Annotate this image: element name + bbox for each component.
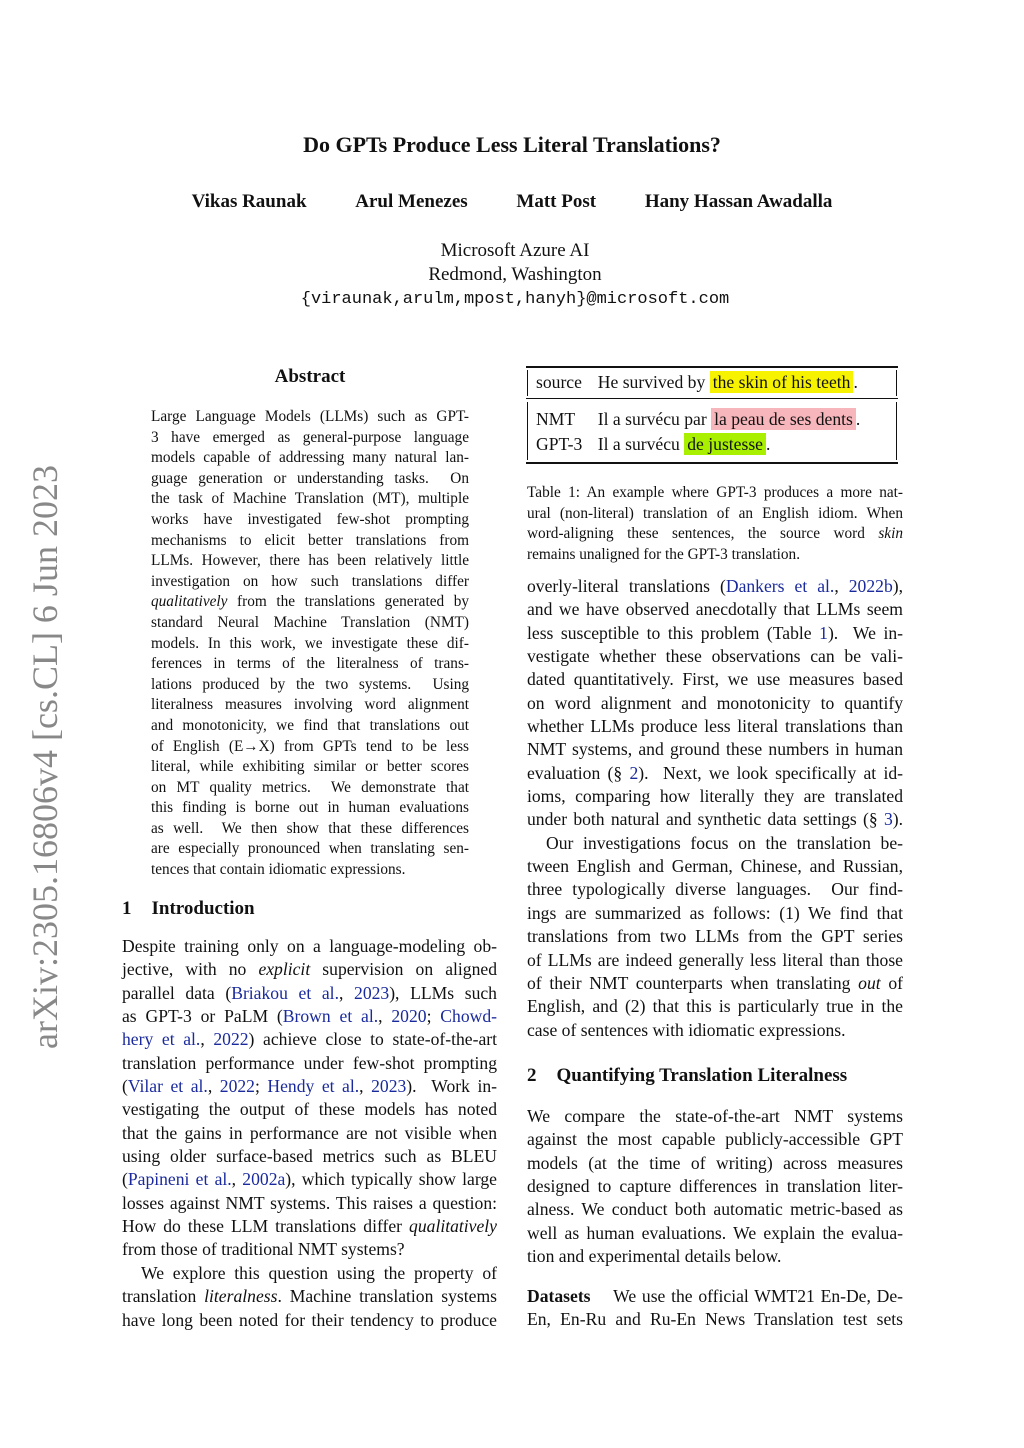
row-label: GPT-3 [536,433,583,454]
text-segment: of their NMT counterparts when translating [527,972,859,993]
text-line [527,483,903,504]
text-line [122,1285,497,1308]
citation-link[interactable]: 1 [819,622,828,643]
text-segment: Large Language Models (LLMs) such as GPT- [151,408,469,425]
text-segment: Table 1: An example where GPT-3 produces a more nat- [527,484,903,501]
table-row [526,366,898,398]
example-table [526,366,898,458]
text-segment: NMT systems, and ground these numbers in human [527,739,903,760]
text-segment: ings are summarized as follows: (1) We find that [527,902,903,923]
section-title: Introduction [151,898,255,919]
right-column-body [527,575,903,1042]
text-segment: Our investigations focus on the translation be- [546,832,903,853]
text-segment: alness. We conduct both automatic metric-based as [527,1199,903,1220]
text-segment: , [359,1076,372,1097]
text-segment: investigation on how such translations differ [151,572,469,590]
text-line [151,757,469,778]
text-line [122,1309,497,1332]
text-segment: parallel data ( [122,982,232,1003]
text-segment: vestigating the output of these models has noted [122,1099,497,1120]
text-segment: ). [892,809,903,830]
text-segment: on MT quality metrics. We demonstrate that [151,778,469,796]
text-line [527,1308,903,1331]
highlighted-phrase: the skin of his teeth [710,371,854,393]
section-number: 1 [122,898,132,919]
text-segment: standard Neural Machine Translation (NMT) [151,613,469,631]
text-segment: word-aligning these sentences, the source word [527,525,879,542]
text-line [527,1285,903,1308]
text-segment: out [858,972,881,993]
citation-link[interactable]: 2023 [354,982,390,1003]
citation-link[interactable]: Briakou et al. [231,982,339,1003]
text-line [527,995,903,1018]
citation-link[interactable]: hery et al. [122,1029,201,1050]
text-segment: from those of traditional NMT systems? [122,1239,405,1260]
author-list [0,191,1024,213]
text-segment: literalness measures involving word alignment [151,696,469,714]
table-row [526,430,898,458]
citation-link[interactable]: Brown et al. [282,1006,379,1027]
text-segment: models capable of addressing many natural lan- [151,449,469,467]
text-segment: dated quantitatively. First, we use measures based [527,669,903,690]
text-segment: three typologically diverse languages. Our find- [527,879,903,900]
text-segment: tences that contain idiomatic expressions. [151,861,406,879]
text-line [151,510,469,531]
text-line [527,545,903,566]
text-line [122,1262,497,1285]
text-line [151,716,469,737]
citation-link[interactable]: Vilar et al. [127,1076,208,1097]
text-segment: Datasets [527,1286,591,1306]
introduction-body [122,935,497,1332]
text-segment: lations produced by the two systems. Using [151,675,469,693]
text-line [122,1192,497,1215]
text-line [527,808,903,831]
text-line [151,572,469,593]
text-line [122,1238,497,1261]
section-title: Quantifying Translation Literalness [556,1065,848,1086]
text-segment: whether LLMs produce less literal translations than [527,716,903,737]
text-segment: . Machine translation systems [277,1286,497,1307]
row-text: Il a survécu [597,433,685,454]
text-segment: How do these LLM translations differ [122,1216,410,1237]
table-caption [527,483,903,565]
text-segment: We compare the state-of-the-art NMT systems [527,1106,903,1126]
text-segment: Despite training only on a language-modeling ob- [122,936,497,956]
text-segment: have long been noted for their tendency to produce [122,1309,497,1330]
text-segment: English, and (2) that this is particularly true in the [527,996,903,1017]
text-segment: , [200,1029,214,1050]
text-segment: 3 have emerged as general-purpose language [151,428,469,446]
text-segment: against the most capable publicly-accessible GPT [527,1129,903,1150]
text-line [122,1005,497,1028]
text-segment: translations from two LLMs from the GPT series [527,926,903,947]
table-bottom-rule [526,462,898,464]
text-segment: ), LLMs such [389,982,497,1003]
text-line [122,1075,497,1098]
text-segment: models (at the time of writing) across measures [527,1152,903,1173]
text-line [527,1198,903,1221]
text-line [527,524,903,545]
text-segment: mechanisms to elicit better translations from [151,531,469,549]
text-line [527,1105,903,1128]
text-line [151,428,469,449]
highlighted-phrase: la peau de ses dents [711,408,856,430]
text-segment: ). We in- [827,622,904,643]
text-line [527,668,903,691]
text-line [527,925,903,948]
arxiv-identifier: arXiv:2305.16806v4 [cs.CL] 6 Jun 2023 [25,465,65,1049]
citation-link[interactable]: 2023 [371,1076,407,1097]
row-end: . [855,409,861,429]
row-label: NMT [536,409,576,429]
text-line [527,738,903,761]
affiliation-location: Redmond, Washington [428,264,602,285]
text-segment: works have investigated few-shot prompting [151,510,469,528]
row-text: He survived by [597,371,710,392]
citation-link[interactable]: 3 [883,809,893,830]
text-segment: supervision on aligned [310,959,497,980]
abstract-heading: Abstract [274,366,346,387]
text-segment: ( [122,1169,128,1190]
text-segment: literalness [204,1286,278,1307]
author-emails: {viraunak,arulm,mpost,hanyh}@microsoft.com [300,290,730,309]
text-segment: guage generation or understanding tasks. On [151,469,469,487]
text-line [151,860,469,881]
citation-link[interactable]: Papineni et al. [127,1169,232,1190]
text-segment: evaluation (§ [527,762,630,783]
text-segment: case of sentences with idiomatic expressions. [527,1019,846,1040]
text-line [151,469,469,490]
text-line [151,695,469,716]
text-line [527,972,903,995]
text-line [122,1168,497,1191]
author: Arul Menezes [355,191,468,212]
text-segment: well as human evaluations. We explain the evalua- [527,1222,903,1243]
text-line [151,448,469,469]
text-segment: En, En-Ru and Ru-En News Translation test sets [527,1309,903,1330]
text-segment: ) achieve close to state-of-the-art [248,1029,498,1050]
citation-link[interactable]: 2022b [848,576,893,596]
text-line [527,645,903,668]
text-segment: , [834,576,849,596]
text-segment: are especially pronounced when translating sen- [151,840,469,858]
highlighted-phrase: de justesse [684,433,766,455]
text-segment: from the translations generated by [227,593,469,611]
text-line [151,551,469,572]
section-1-heading [122,898,255,920]
text-segment: We explore this question using the property of [141,1262,497,1283]
text-segment: , [231,1169,243,1190]
citation-link[interactable]: Hendy et al. [267,1076,360,1097]
citation-link[interactable]: Chowd- [440,1006,497,1027]
text-line [151,798,469,819]
author: Matt Post [516,191,597,212]
text-segment: vestigate whether these observations can be vali- [527,646,903,667]
text-line [527,1019,903,1042]
text-segment: the task of Machine Translation (MT), multiple [151,490,469,508]
text-segment: We use the official WMT21 En-De, De- [590,1286,903,1306]
datasets-paragraph [527,1285,903,1332]
text-segment: ), which typically show large [285,1169,497,1190]
text-line [122,1145,497,1168]
text-segment: this finding is borne out in human evaluations [151,799,469,817]
text-line [527,1175,903,1198]
citation-link[interactable]: 2 [629,762,639,783]
text-line [122,982,497,1005]
text-line [527,1152,903,1175]
text-line [527,504,903,525]
text-line [527,878,903,901]
text-line [527,692,903,715]
text-segment: that the gains in performance are not visible when [122,1122,497,1143]
text-line [527,762,903,785]
citation-link[interactable]: 2022 [213,1029,249,1050]
text-line [151,737,469,758]
text-segment: , [378,1006,392,1027]
text-line [151,531,469,552]
text-line [527,622,903,645]
text-line [151,407,469,428]
text-segment: ; [426,1006,441,1027]
text-line [527,1222,903,1245]
text-segment: of [880,972,903,993]
text-line [151,839,469,860]
section-number: 2 [527,1065,537,1086]
text-line [527,855,903,878]
text-line [122,1052,497,1075]
row-label: source [536,371,582,392]
paper-title: Do GPTs Produce Less Literal Translations? [303,132,721,157]
text-line [122,1215,497,1238]
text-line [151,489,469,510]
text-segment: ), [892,576,903,596]
text-segment: ). Next, we look specifically at id- [638,762,903,783]
text-line [527,949,903,972]
text-segment: under both natural and synthetic data settings (§ [527,809,884,830]
text-segment: designed to capture differences in translation liter- [527,1176,903,1197]
text-segment: remains unaligned for the GPT-3 translation. [527,545,801,563]
row-end: . [766,433,771,454]
text-segment: , [207,1076,220,1097]
text-segment: qualitatively [151,593,228,611]
text-segment: ; [254,1076,268,1097]
author: Vikas Raunak [191,191,307,212]
text-line [151,613,469,634]
text-line [151,819,469,840]
text-line [151,592,469,613]
table-row [526,398,898,430]
text-line [151,654,469,675]
text-segment: literal, while exhibiting similar or better scores [151,758,469,776]
text-line [122,1122,497,1145]
text-segment: explicit [258,959,311,980]
text-segment: as GPT-3 or PaLM ( [122,1006,283,1027]
text-segment: models. In this work, we investigate these dif- [151,634,469,652]
text-segment: on word alignment and monotonicity to quantify [527,692,903,713]
text-segment: qualitatively [409,1216,497,1237]
text-segment: using older surface-based metrics such as BLEU [122,1146,497,1167]
text-segment: as well. We then show that these differences [151,819,469,837]
row-text: Il a survécu par [597,409,712,429]
text-line [122,958,497,981]
text-line [527,1128,903,1151]
citation-link[interactable]: Dankers et al. [725,576,835,596]
text-line [527,1245,903,1268]
text-segment: ). Work in- [406,1076,498,1097]
text-segment: less susceptible to this problem (Table [527,622,820,643]
text-segment: of LLMs are indeed generally less literal than those [527,949,903,970]
text-line [527,715,903,738]
text-line [122,935,497,958]
text-segment: tween English and German, Chinese, and Russian, [527,856,903,877]
text-segment: ( [122,1076,128,1097]
text-segment: translation performance under few-shot prompting [122,1052,497,1073]
text-segment: and we have observed anecdotally that LLMs seem [527,599,903,620]
text-line [151,675,469,696]
text-segment: tion and experimental details below. [527,1246,782,1267]
text-segment: translation [122,1286,205,1307]
section-2-body [527,1105,903,1268]
affiliation-org: Microsoft Azure AI [440,240,590,261]
text-segment: losses against NMT systems. This raises a question: [122,1192,497,1213]
text-segment: ferences in terms of the literalness of trans- [151,655,469,673]
text-line [527,785,903,808]
text-segment: jective, with no [122,959,259,980]
text-segment: and monotonicity, we find that translations out [151,716,469,734]
text-segment: ural (non-literal) translation of an English idiom. When [527,504,903,522]
text-segment: ioms, comparing how literally they are translated [527,786,903,807]
text-line [151,634,469,655]
text-segment: of English (E→X) from GPTs tend to be less [151,737,469,755]
text-line [527,832,903,855]
text-segment: LLMs. However, there has been relatively little [151,552,469,570]
row-end: . [853,371,858,392]
citation-link[interactable]: 2020 [391,1006,427,1027]
text-line [527,598,903,621]
text-line [527,902,903,925]
text-line [122,1098,497,1121]
text-line [151,778,469,799]
text-line [527,575,903,598]
text-segment: overly-literal translations ( [527,576,726,596]
abstract-body [151,407,469,881]
author: Hany Hassan Awadalla [644,191,833,212]
citation-link[interactable]: 2022 [219,1076,255,1097]
text-segment: skin [878,525,903,542]
text-line [122,1028,497,1051]
text-segment: , [338,982,355,1003]
section-2-heading [527,1065,847,1087]
citation-link[interactable]: 2002a [242,1169,286,1190]
